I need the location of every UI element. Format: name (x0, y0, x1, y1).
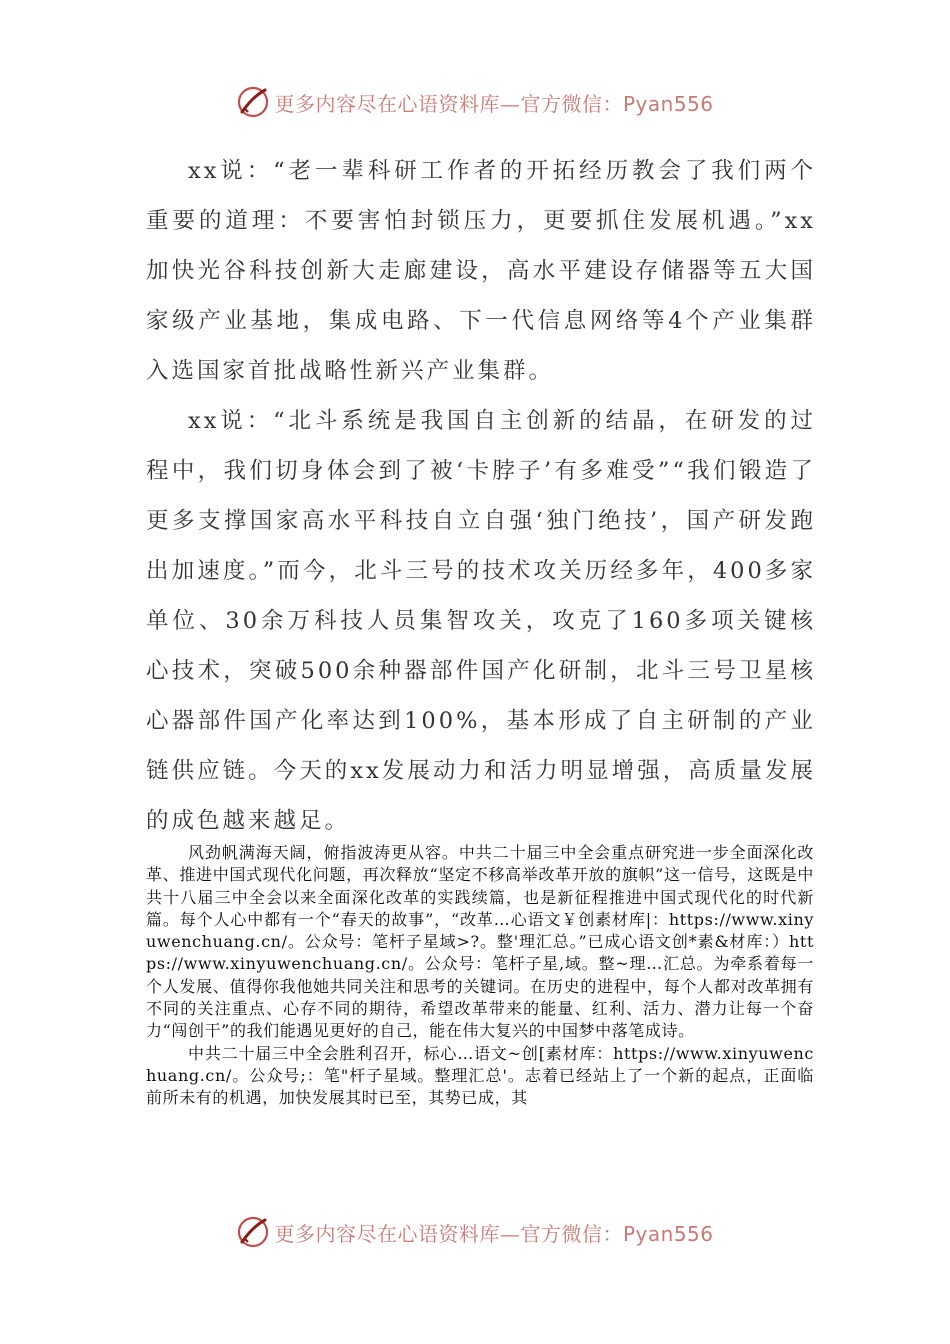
paragraph: 中共二十届三中全会胜利召开，标心…语文~创[素材库：https://www.xinyuwenchuang.cn/。公众号;：笔"杆子星域。整理汇总'。志着已经站上了一个新的起点，正面临前所未有的机遇，加快发展其时已至，其势已成，其 (146, 1043, 814, 1108)
banner-text: 更多内容尽在心语资料库—官方微信：Pyan556 (274, 91, 714, 116)
header-banner (0, 82, 950, 122)
wechat-id: Pyan556 (622, 91, 714, 116)
banner-text: 更多内容尽在心语资料库—官方微信：Pyan556 (274, 1221, 714, 1246)
main-text-small (146, 842, 814, 1110)
paragraph: xx说：“老一辈科研工作者的开拓经历教会了我们两个重要的道理：不要害怕封锁压力，更要抓住发展机遇。”xx加快光谷科技创新大走廊建设，高水平建设存储器等五大国家级产业基地，集成电路、下一代信息网络等4个产业集群入选国家首批战略性新兴产业集群。 (146, 158, 816, 384)
paragraph: 风劲帆满海天阔，俯指波涛更从容。中共二十届三中全会重点研究进一步全面深化改革、推进中国式现代化问题，再次释放“坚定不移高举改革开放的旗帜”这一信号，这既是中共十八届三中全会以来全面深化改革的实践续篇，也是新征程推进中国式现代化的时代新篇。每个人心中都有一个“春天的故事”，“改革…心语文￥创素材库|：https://www.xinyuwenchuang.cn/。公众号：笔杆子星域>?。整'理汇总。”已成心语文创*素&材库：）https://www.xinyuwenchuang.cn/。公众号：笔杆子星,域。整~理…汇总。为牵系着每一个人发展、值得你我他她共同关注和思考的关键词。在历史的进程中，每个人都对改革拥有不同的关注重点、心存不同的期待，希望改革带来的能量、红利、活力、潜力让每一个奋力“闯创干”的我们能遇见更好的自己，能在伟大复兴的中国梦中落笔成诗。 (146, 843, 814, 1041)
pen-logo-icon (236, 1215, 270, 1249)
paragraph: xx说：“北斗系统是我国自主创新的结晶，在研发的过程中，我们切身体会到了被‘卡脖子’有多难受”“我们锻造了更多支撑国家高水平科技自立自强‘独门绝技’，国产研发跑出加速度。”而今，北斗三号的技术攻关历经多年，400多家单位、30余万科技人员集智攻关，攻克了160多项关键核心技术，突破500余种器部件国产化研制，北斗三号卫星核心器部件国产化率达到100%，基本形成了自主研制的产业链供应链。今天的xx发展动力和活力明显增强，高质量发展的成色越来越足。 (146, 408, 816, 834)
pen-logo-icon (236, 85, 270, 119)
footer-banner (0, 1212, 950, 1252)
wechat-id: Pyan556 (622, 1221, 714, 1246)
main-text-large (146, 146, 816, 846)
